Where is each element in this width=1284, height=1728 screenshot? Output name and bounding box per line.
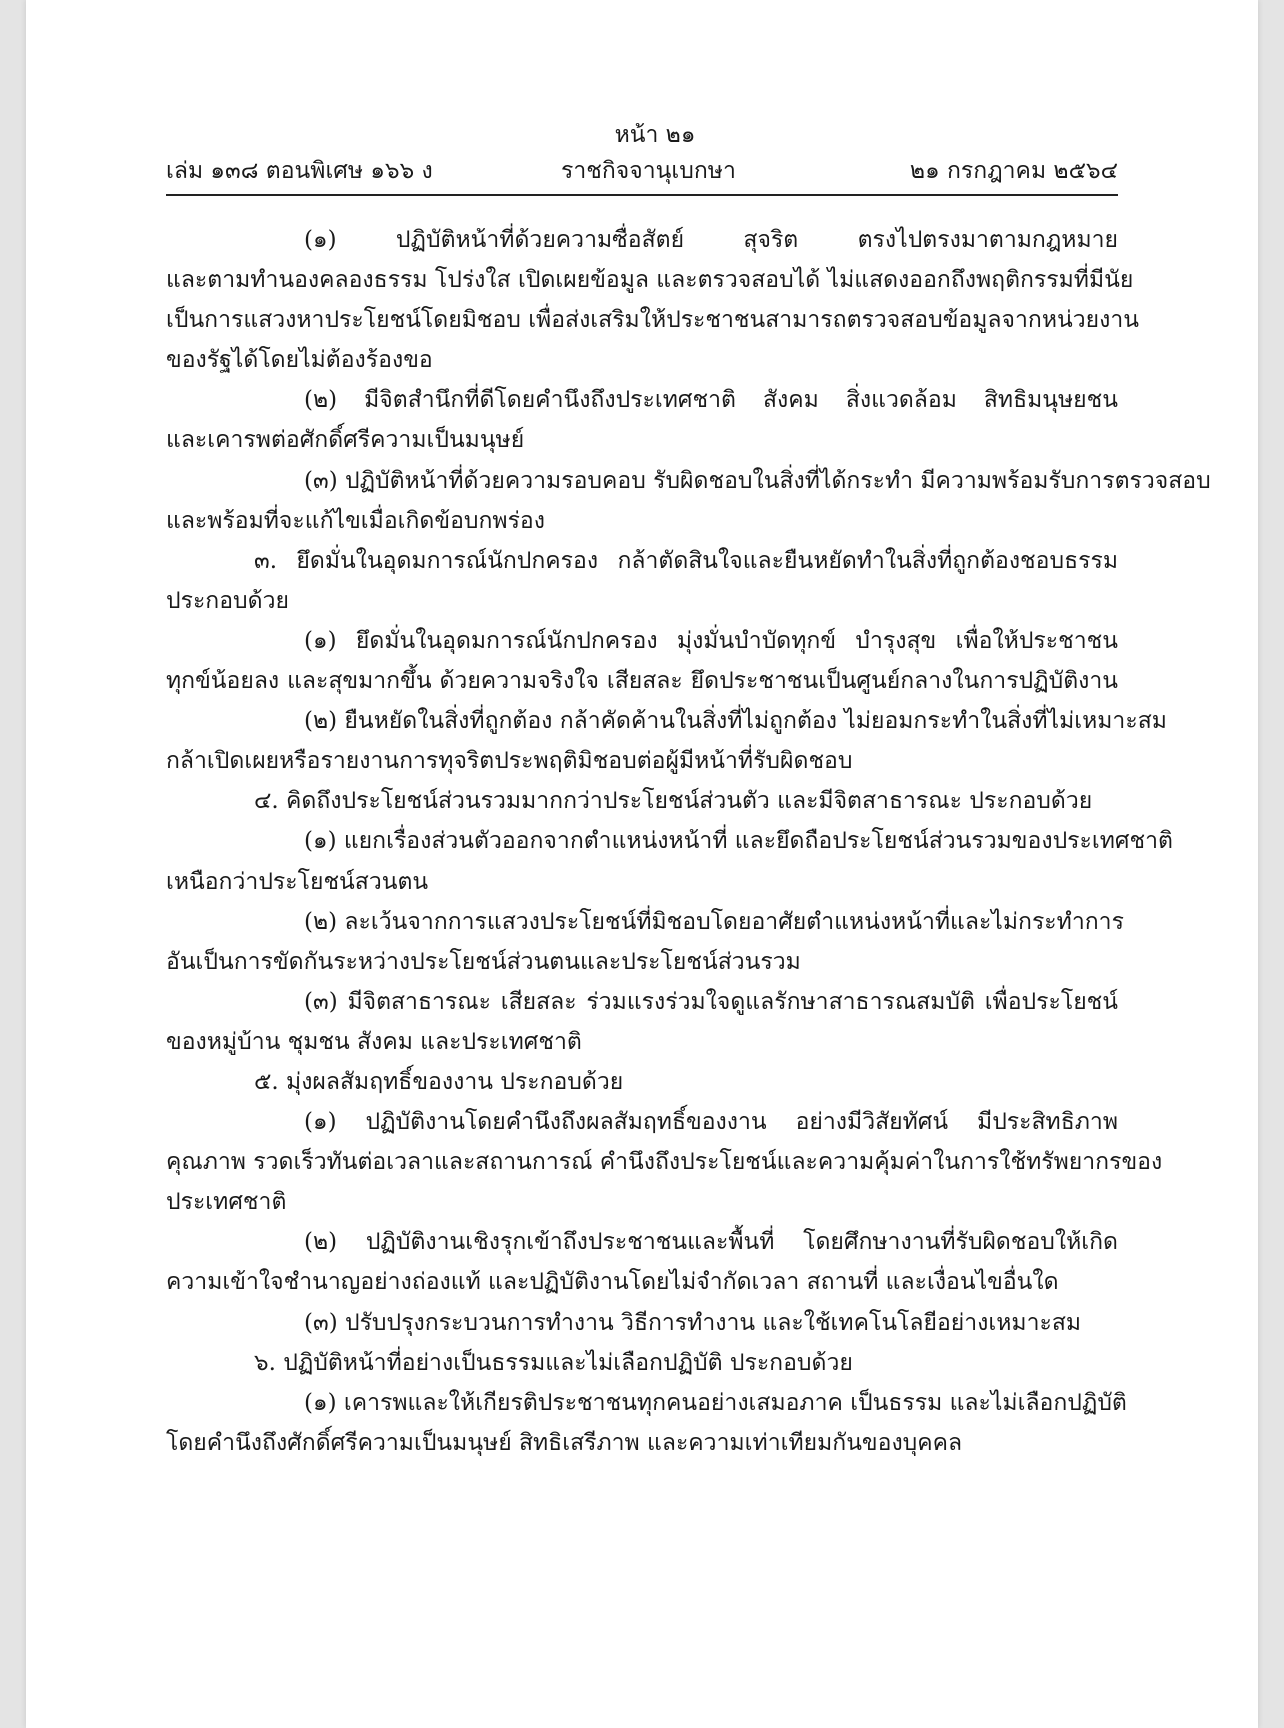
- text-line: (๑) ปฏิบัติหน้าที่ด้วยความซื่อสัตย์ สุจริต ตรงไปตรงมาตามกฎหมาย: [304, 227, 1118, 253]
- text-line: และพร้อมที่จะแก้ไขเมื่อเกิดข้อบกพร่อง: [166, 507, 545, 534]
- text-line: (๑) แยกเรื่องส่วนตัวออกจากตำแหน่งหน้าที่ และยึดถือประโยชน์ส่วนรวมของประเทศชาติ: [304, 828, 1173, 855]
- text-line: (๓) ปรับปรุงกระบวนการทำงาน วิธีการทำงาน และใช้เทคโนโลยีอย่างเหมาะสม: [304, 1309, 1082, 1336]
- text-line: และเคารพต่อศักดิ์ศรีความเป็นมนุษย์: [166, 427, 525, 454]
- text-line: เหนือกว่าประโยชน์สวนตน: [166, 868, 429, 895]
- document-body: [166, 220, 1211, 1463]
- text-line: ๔. คิดถึงประโยชน์ส่วนรวมมากกว่าประโยชน์ส่วนตัว และมีจิตสาธารณะ ประกอบด้วย: [254, 788, 1093, 815]
- text-line: ความเข้าใจชำนาญอย่างถ่องแท้ และปฏิบัติงานโดยไม่จำกัดเวลา สถานที่ และเงื่อนไขอื่นใด: [166, 1269, 1059, 1296]
- text-line: คุณภาพ รวดเร็วทันต่อเวลาและสถานการณ์ คำนึงถึงประโยชน์และความคุ้มค่าในการใช้ทรัพยากรของ: [166, 1149, 1163, 1176]
- page-number: หน้า ๒๑: [614, 122, 696, 148]
- text-line: (๒) มีจิตสำนึกที่ดีโดยคำนึงถึงประเทศชาติ สังคม สิ่งแวดล้อม สิทธิมนุษยชน: [304, 387, 1118, 414]
- text-line: และตามทำนองคลองธรรม โปร่งใส เปิดเผยข้อมูล และตรวจสอบได้ ไม่แสดงออกถึงพฤติกรรมที่มีนัย: [166, 267, 1134, 294]
- text-line: ๓. ยึดมั่นในอุดมการณ์นักปกครอง กล้าตัดสินใจและยืนหยัดทำในสิ่งที่ถูกต้องชอบธรรม: [254, 547, 1118, 574]
- text-line: (๑) ปฏิบัติงานโดยคำนึงถึงผลสัมฤทธิ์ของงาน อย่างมีวิสัยทัศน์ มีประสิทธิภาพ: [304, 1109, 1118, 1136]
- text-line: ๕. มุ่งผลสัมฤทธิ์ของงาน ประกอบด้วย: [254, 1068, 624, 1095]
- text-line: (๒) ปฏิบัติงานเชิงรุกเข้าถึงประชาชนและพื้นที่ โดยศึกษางานที่รับผิดชอบให้เกิด: [304, 1229, 1118, 1256]
- text-line: ของหมู่บ้าน ชุมชน สังคม และประเทศชาติ: [166, 1028, 582, 1055]
- text-line: ทุกข์น้อยลง และสุขมากขึ้น ด้วยความจริงใจ เสียสละ ยึดประชาชนเป็นศูนย์กลางในการปฏิบัติงาน: [166, 668, 1118, 695]
- text-line: เป็นการแสวงหาประโยชน์โดยมิชอบ เพื่อส่งเสริมให้ประชาชนสามารถตรวจสอบข้อมูลจากหน่วยงาน: [166, 307, 1139, 334]
- text-line: อันเป็นการขัดกันระหว่างประโยชน์ส่วนตนและประโยชน์ส่วนรวม: [166, 948, 801, 975]
- text-line: (๑) ยึดมั่นในอุดมการณ์นักปกครอง มุ่งมั่นบำบัดทุกข์ บำรุงสุข เพื่อให้ประชาชน: [304, 627, 1118, 654]
- text-line: ประเทศชาติ: [166, 1189, 287, 1216]
- gazette-header: [166, 153, 1118, 189]
- text-line: (๓) มีจิตสาธารณะ เสียสละ ร่วมแรงร่วมใจดูแลรักษาสาธารณสมบัติ เพื่อประโยชน์: [304, 988, 1118, 1015]
- publication-date: ๒๑ กรกฎาคม ๒๕๖๔: [909, 158, 1118, 184]
- text-line: ของรัฐได้โดยไม่ต้องร้องขอ: [166, 347, 433, 374]
- header-divider: [166, 194, 1118, 196]
- text-line: (๓) ปฏิบัติหน้าที่ด้วยความรอบคอบ รับผิดชอบในสิ่งที่ได้กระทำ มีความพร้อมรับการตรวจสอบ: [304, 467, 1211, 494]
- publication-title: ราชกิจจานุเบกษา: [561, 158, 736, 184]
- text-line: ประกอบด้วย: [166, 587, 289, 614]
- volume-issue: เล่ม ๑๓๘ ตอนพิเศษ ๑๖๖ ง: [166, 158, 433, 184]
- text-line: โดยคำนึงถึงศักดิ์ศรีความเป็นมนุษย์ สิทธิเสรีภาพ และความเท่าเทียมกันของบุคคล: [166, 1429, 963, 1456]
- text-line: ๖. ปฏิบัติหน้าที่อย่างเป็นธรรมและไม่เลือกปฏิบัติ ประกอบด้วย: [254, 1349, 853, 1376]
- text-line: (๒) ยืนหยัดในสิ่งที่ถูกต้อง กล้าคัดค้านในสิ่งที่ไม่ถูกต้อง ไม่ยอมกระทำในสิ่งที่ไม่เหมาะสม: [304, 708, 1167, 735]
- text-line: (๒) ละเว้นจากการแสวงประโยชน์ที่มิชอบโดยอาศัยตำแหน่งหน้าที่และไม่กระทำการ: [304, 908, 1124, 935]
- text-line: กล้าเปิดเผยหรือรายงานการทุจริตประพฤติมิชอบต่อผู้มีหน้าที่รับผิดชอบ: [166, 748, 853, 775]
- text-line: (๑) เคารพและให้เกียรติประชาชนทุกคนอย่างเสมอภาค เป็นธรรม และไม่เลือกปฏิบัติ: [304, 1389, 1127, 1416]
